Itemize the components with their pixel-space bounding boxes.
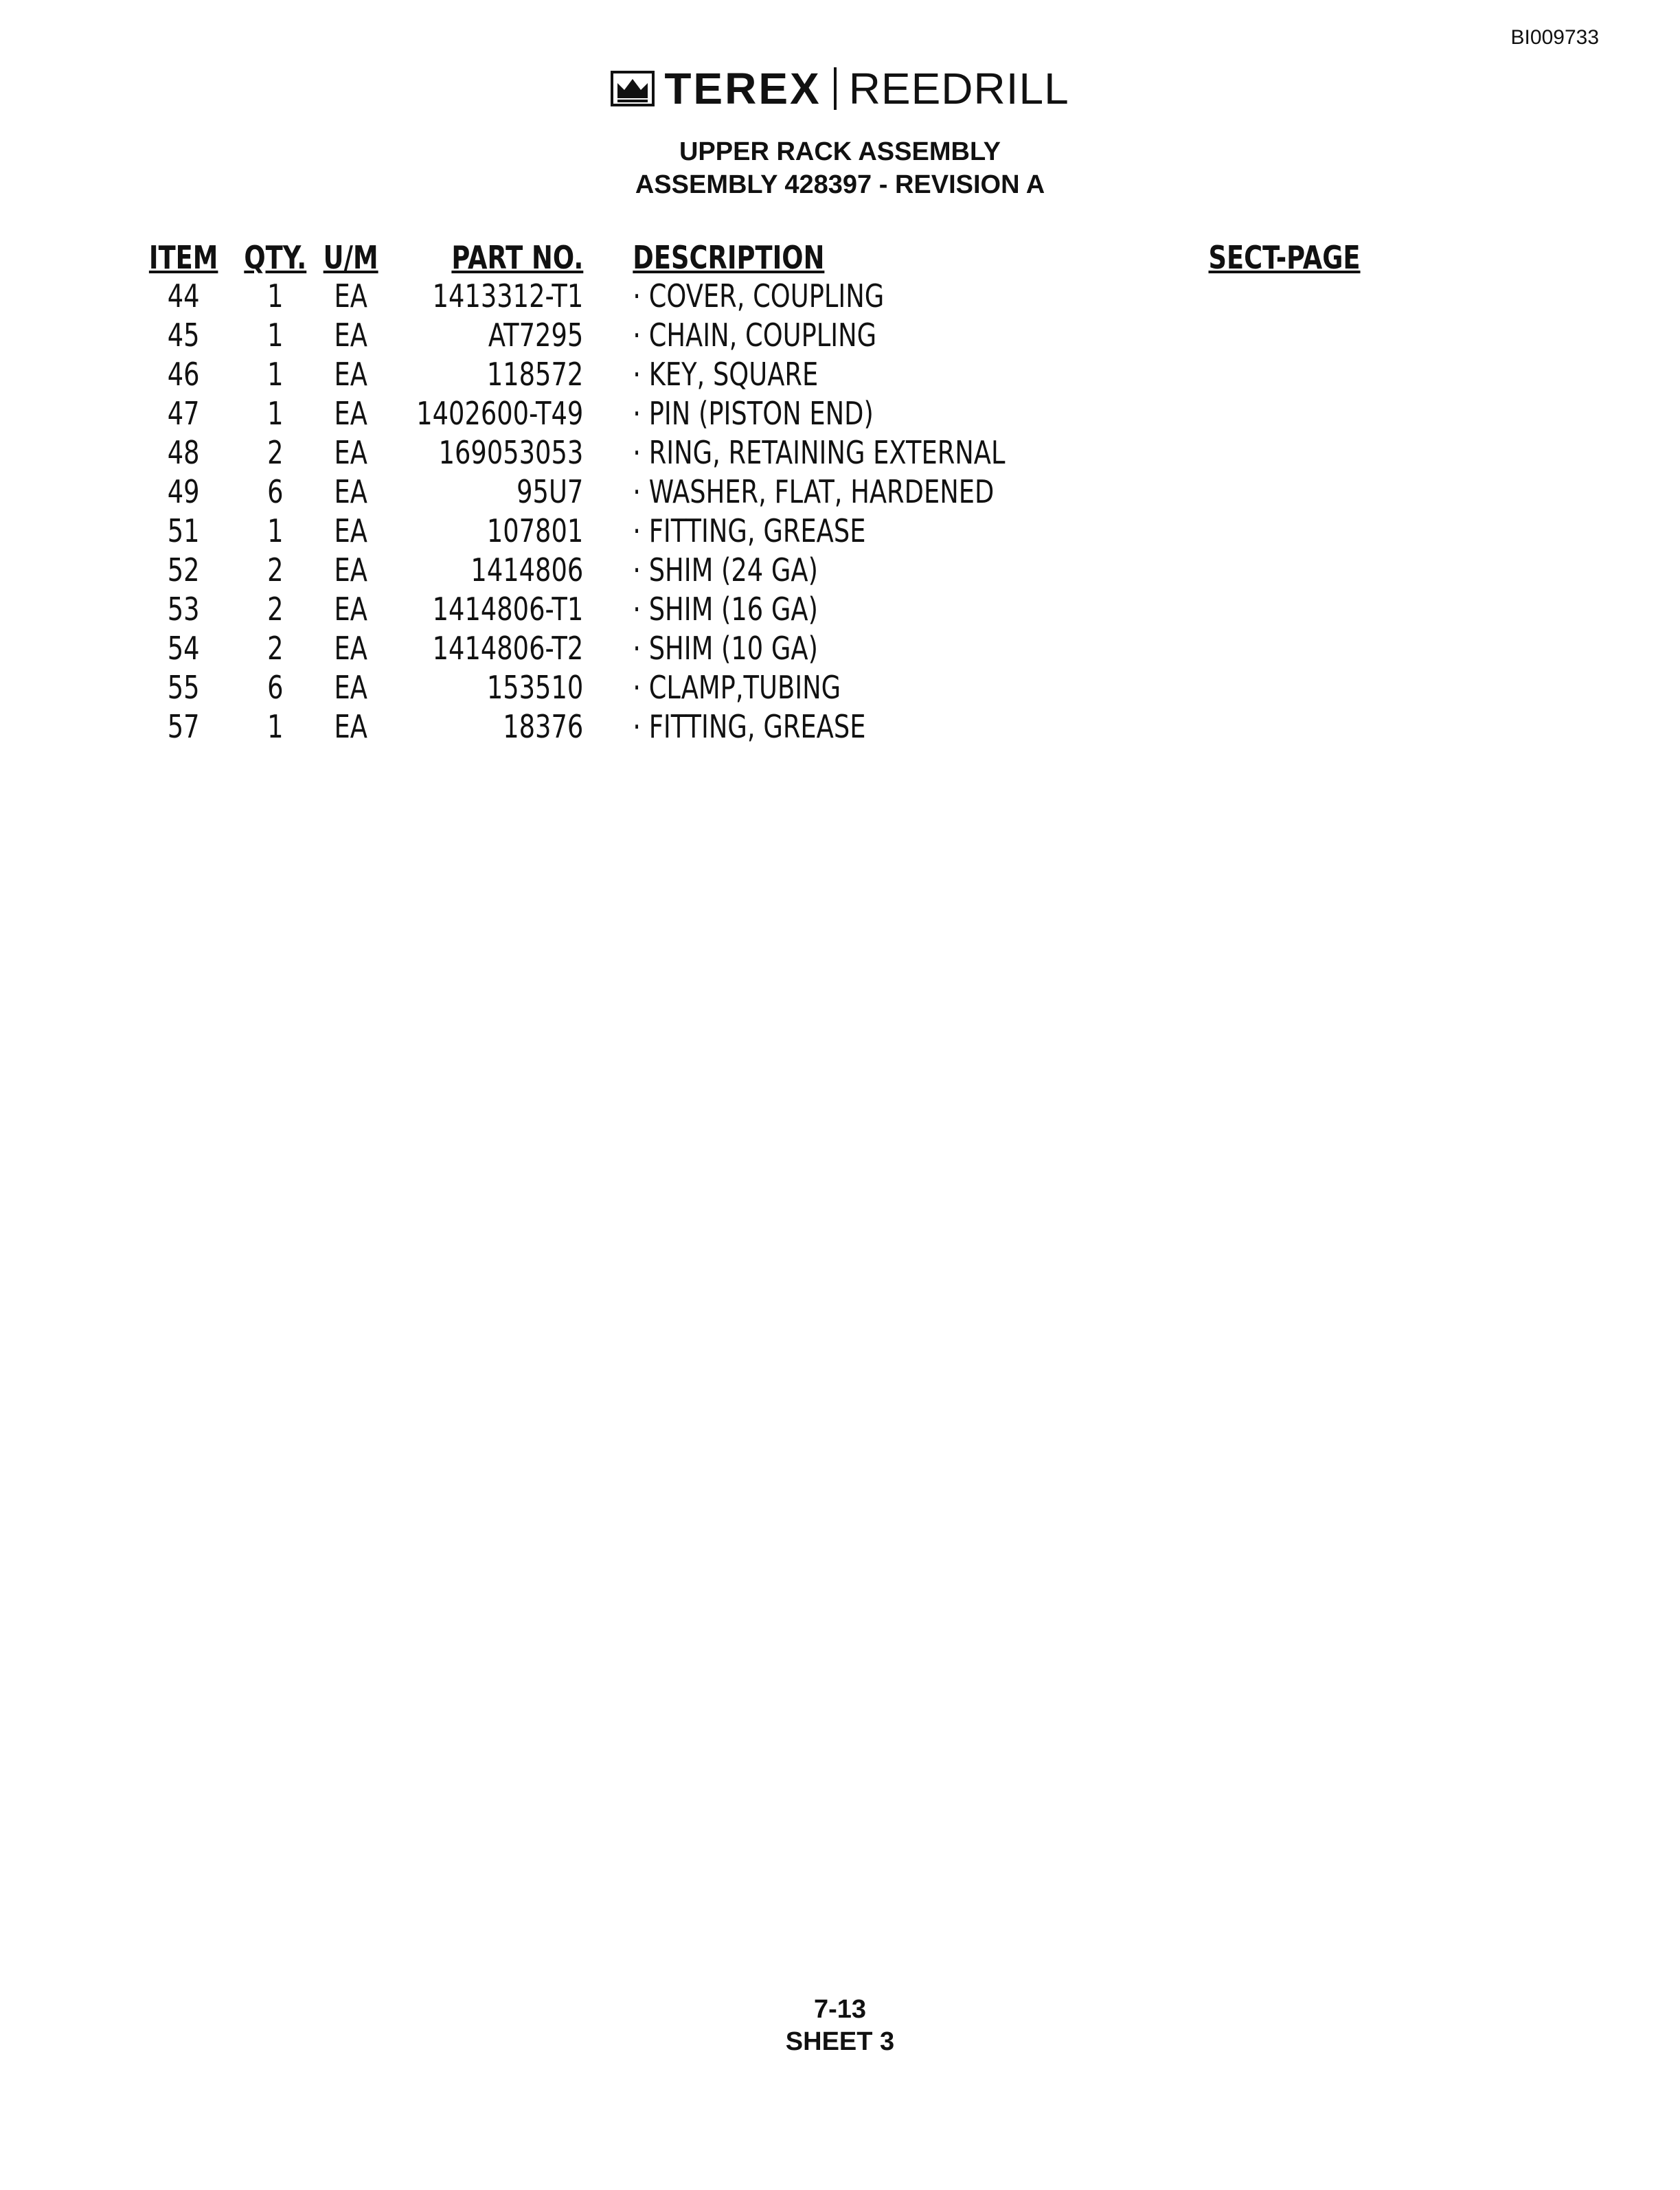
cell-qty: 1 <box>267 355 284 393</box>
table-row <box>137 393 1372 433</box>
cell-item: 46 <box>167 355 200 393</box>
assembly-title: UPPER RACK ASSEMBLY <box>679 137 1001 166</box>
cell-sect-page <box>1209 472 1372 511</box>
sheet-number: SHEET 3 <box>785 2027 895 2056</box>
cell-qty: 1 <box>267 316 284 354</box>
table-row <box>137 472 1372 511</box>
cell-part-no: AT7295 <box>488 316 584 354</box>
cell-qty: 2 <box>267 551 284 589</box>
cell-sect-page <box>1209 433 1372 472</box>
cell-description: · PIN (PISTON END) <box>633 394 874 432</box>
header-item: ITEM <box>148 239 218 276</box>
cell-description: · COVER, COUPLING <box>633 277 885 315</box>
cell-part-no: 1414806-T1 <box>432 590 584 628</box>
cell-um: EA <box>334 277 367 315</box>
cell-description: · CLAMP,TUBING <box>633 668 841 706</box>
terex-reedrill-logo <box>0 63 1680 114</box>
cell-part-no: 18376 <box>503 707 584 745</box>
cell-um: EA <box>334 472 367 510</box>
cell-sect-page <box>1209 550 1372 589</box>
cell-item: 55 <box>167 668 200 706</box>
cell-um: EA <box>334 512 367 549</box>
cell-part-no: 153510 <box>486 668 584 706</box>
cell-um: EA <box>334 707 367 745</box>
cell-um: EA <box>334 433 367 471</box>
cell-sect-page <box>1209 668 1372 707</box>
cell-part-no: 1414806 <box>470 551 584 589</box>
table-header-row <box>137 235 1372 276</box>
cell-qty: 1 <box>267 707 284 745</box>
table-row <box>137 550 1372 589</box>
cell-description: · FITTING, GREASE <box>633 707 866 745</box>
table-row <box>137 628 1372 668</box>
table-row <box>137 707 1372 746</box>
cell-description: · KEY, SQUARE <box>633 355 819 393</box>
parts-table <box>137 235 1372 746</box>
cell-description: · RING, RETAINING EXTERNAL <box>633 433 1006 471</box>
header-um: U/M <box>323 239 378 276</box>
cell-description: · SHIM (24 GA) <box>633 551 818 589</box>
cell-description: · WASHER, FLAT, HARDENED <box>633 472 995 510</box>
cell-part-no: 169053053 <box>438 433 584 471</box>
assembly-subtitle: ASSEMBLY 428397 - REVISION A <box>635 170 1045 199</box>
header-description: DESCRIPTION <box>633 239 825 276</box>
cell-sect-page <box>1209 707 1372 746</box>
cell-item: 54 <box>167 629 200 667</box>
cell-item: 48 <box>167 433 200 471</box>
page-number: 7-13 <box>813 1995 867 2024</box>
cell-qty: 1 <box>267 277 284 315</box>
table-row <box>137 668 1372 707</box>
terex-crown-logo-icon <box>611 71 655 106</box>
cell-part-no: 1402600-T49 <box>416 394 584 432</box>
table-row <box>137 354 1372 393</box>
cell-um: EA <box>334 590 367 628</box>
table-row <box>137 315 1372 354</box>
cell-description: · CHAIN, COUPLING <box>633 316 877 354</box>
table-row <box>137 276 1372 315</box>
document-id: BI009733 <box>1510 26 1599 49</box>
cell-item: 52 <box>167 551 200 589</box>
cell-part-no: 118572 <box>486 355 584 393</box>
header-qty: QTY. <box>244 239 307 276</box>
brand-terex: TEREX <box>664 64 821 113</box>
cell-item: 44 <box>167 277 200 315</box>
brand-reedrill: REEDRILL <box>848 64 1069 113</box>
cell-um: EA <box>334 629 367 667</box>
cell-sect-page <box>1209 589 1372 628</box>
cell-sect-page <box>1209 276 1372 315</box>
table-row <box>137 433 1372 472</box>
cell-um: EA <box>334 316 367 354</box>
cell-qty: 2 <box>267 433 284 471</box>
cell-qty: 6 <box>267 472 284 510</box>
header-part-no: PART NO. <box>451 239 584 276</box>
cell-um: EA <box>334 551 367 589</box>
cell-qty: 6 <box>267 668 284 706</box>
cell-part-no: 107801 <box>486 512 584 549</box>
cell-um: EA <box>334 355 367 393</box>
cell-item: 47 <box>167 394 200 432</box>
cell-item: 57 <box>167 707 200 745</box>
cell-sect-page <box>1209 628 1372 668</box>
cell-sect-page <box>1209 511 1372 550</box>
cell-item: 49 <box>167 472 200 510</box>
cell-item: 45 <box>167 316 200 354</box>
cell-sect-page <box>1209 393 1372 433</box>
cell-qty: 1 <box>267 512 284 549</box>
cell-sect-page <box>1209 315 1372 354</box>
cell-description: · FITTING, GREASE <box>633 512 866 549</box>
cell-part-no: 1414806-T2 <box>432 629 584 667</box>
cell-part-no: 1413312-T1 <box>432 277 584 315</box>
cell-part-no: 95U7 <box>517 472 584 510</box>
cell-item: 53 <box>167 590 200 628</box>
cell-description: · SHIM (16 GA) <box>633 590 818 628</box>
header-sect-page: SECT-PAGE <box>1208 239 1361 276</box>
cell-qty: 2 <box>267 629 284 667</box>
cell-um: EA <box>334 394 367 432</box>
table-row <box>137 589 1372 628</box>
cell-item: 51 <box>167 512 200 549</box>
cell-qty: 2 <box>267 590 284 628</box>
table-row <box>137 511 1372 550</box>
cell-sect-page <box>1209 354 1372 393</box>
cell-qty: 1 <box>267 394 284 432</box>
cell-description: · SHIM (10 GA) <box>633 629 818 667</box>
logo-divider <box>834 67 837 110</box>
cell-um: EA <box>334 668 367 706</box>
